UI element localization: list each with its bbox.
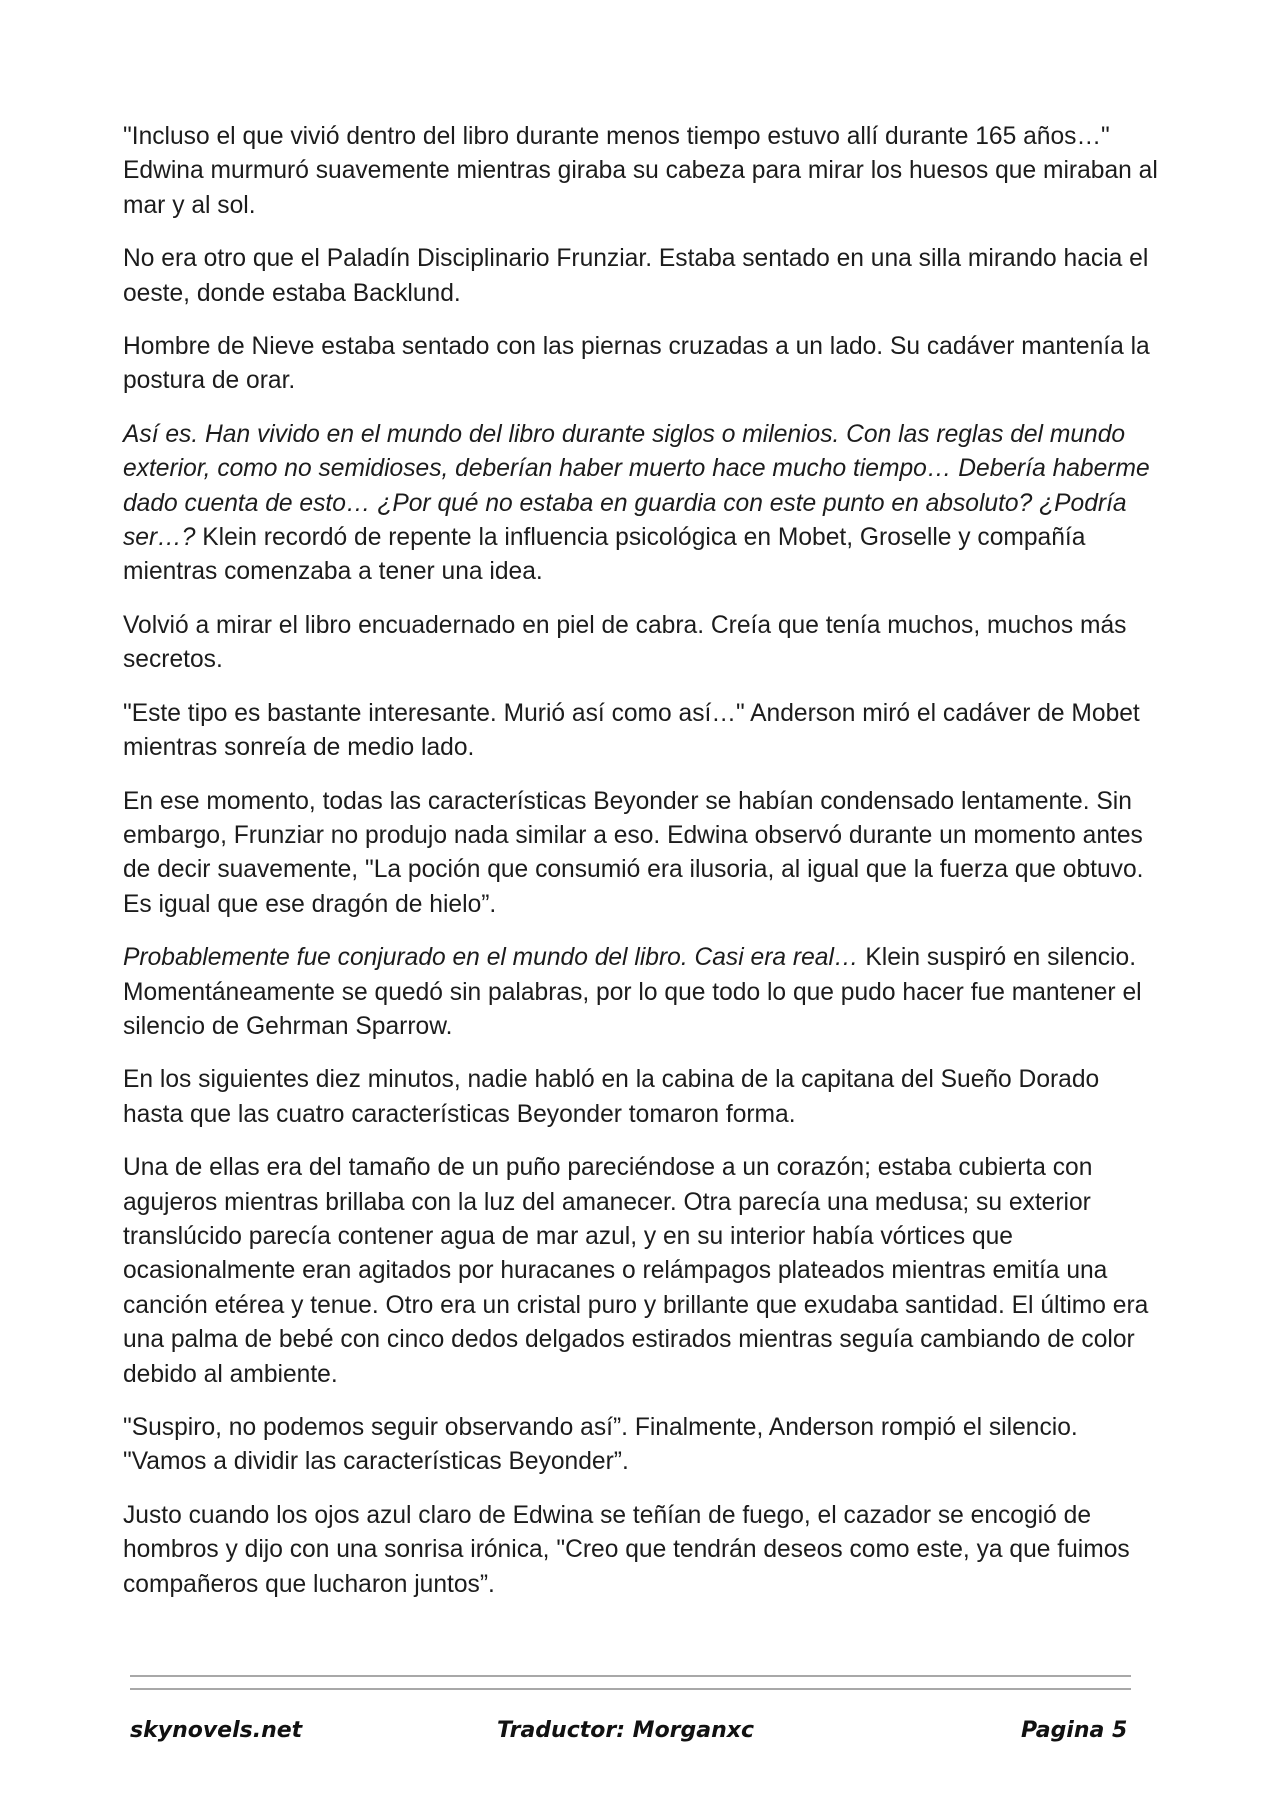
text-run: En los siguientes diez minutos, nadie habló en la cabina de la capitana del Sueño Dorado hasta que las cuatro características Beyonder tomaron forma. [123, 1066, 1100, 1128]
text-run: Hombre de Nieve estaba sentado con las piernas cruzadas a un lado. Su cadáver mantenía la postura de orar. [123, 333, 1150, 395]
text-run: Klein suspiró en silencio. Momentáneamente se quedó sin palabras, por lo que todo lo que pudo hacer fue mantener el silencio de Gehrman Sparrow. [123, 944, 1142, 1040]
paragraph [123, 242, 1163, 311]
paragraph [123, 697, 1163, 766]
text-run: "Este tipo es bastante interesante. Murió así como así…" Anderson miró el cadáver de Mobet mientras sonreía de medio lado. [123, 699, 1140, 762]
footer-divider-bottom [130, 1688, 1131, 1690]
footer-page-number: Pagina 5 [1021, 1718, 1128, 1743]
paragraph [123, 1151, 1163, 1392]
paragraph [123, 609, 1163, 678]
page-body [123, 120, 1163, 1621]
footer-translator: Traductor: Morganxc [497, 1718, 755, 1743]
text-run: Una de ellas era del tamaño de un puño pareciéndose a un corazón; estaba cubierta con agujeros mientras brillaba con la luz del amanecer. Otra parecía una medusa; su exterior translúcido parecía contener agua de mar azul, y en su interior había vórtices que ocasionalmente eran agitados por huracanes o relámpagos plateados mientras emitía una canción etérea y tenue. Otro era un cristal puro y brillante que exudaba santidad. El último era una palma de bebé con cinco dedos delgados estirados mientras seguía cambiando de color debido al ambiente. [123, 1154, 1149, 1388]
text-run: Volvió a mirar el libro encuadernado en piel de cabra. Creía que tenía muchos, muchos más secretos. [123, 611, 1127, 674]
footer-site: skynovels.net [130, 1718, 303, 1743]
italic-text: Así es. Han vivido en el mundo del libro durante siglos o milenios. Con las reglas del mundo exterior, como no semidioses, deberían haber muerto hace mucho tiempo… Debería haberme dado cuenta de esto… ¿Por qué no estaba en guardia con este punto en absoluto? ¿Podría ser…? [123, 420, 1150, 552]
paragraph [123, 330, 1163, 399]
text-run: "Suspiro, no podemos seguir observando así”. Finalmente, Anderson rompió el silencio. "Vamos a dividir las características Beyonder”. [123, 1414, 1078, 1476]
italic-text: Probablemente fue conjurado en el mundo del libro. Casi era real… [123, 944, 859, 972]
paragraph [123, 1063, 1163, 1132]
paragraph [123, 1499, 1163, 1602]
paragraph [123, 120, 1163, 223]
footer-divider-top [130, 1675, 1131, 1677]
paragraph [123, 941, 1163, 1044]
paragraph [123, 785, 1163, 923]
text-run: Justo cuando los ojos azul claro de Edwina se teñían de fuego, el cazador se encogió de hombros y dijo con una sonrisa irónica, "Creo que tendrán deseos como este, ya que fuimos compañeros que lucharon juntos”. [123, 1501, 1130, 1598]
text-run: En ese momento, todas las características Beyonder se habían condensado lentamente. Sin embargo, Frunziar no produjo nada similar a eso. Edwina observó durante un momento antes de decir suavemente, "La poción que consumió era ilusoria, al igual que la fuerza que obtuvo. Es igual que ese dragón de hielo”. [123, 787, 1144, 918]
text-run: Klein recordó de repente la influencia psicológica en Mobet, Groselle y compañía mientras comenzaba a tener una idea. [123, 524, 1086, 586]
text-run: "Incluso el que vivió dentro del libro durante menos tiempo estuvo allí durante 165 años…" Edwina murmuró suavemente mientras giraba su cabeza para mirar los huesos que miraban al mar y al sol. [123, 123, 1158, 219]
paragraph [123, 418, 1163, 590]
paragraph [123, 1411, 1163, 1480]
text-run: No era otro que el Paladín Disciplinario Frunziar. Estaba sentado en una silla mirando hacia el oeste, donde estaba Backlund. [123, 245, 1149, 307]
